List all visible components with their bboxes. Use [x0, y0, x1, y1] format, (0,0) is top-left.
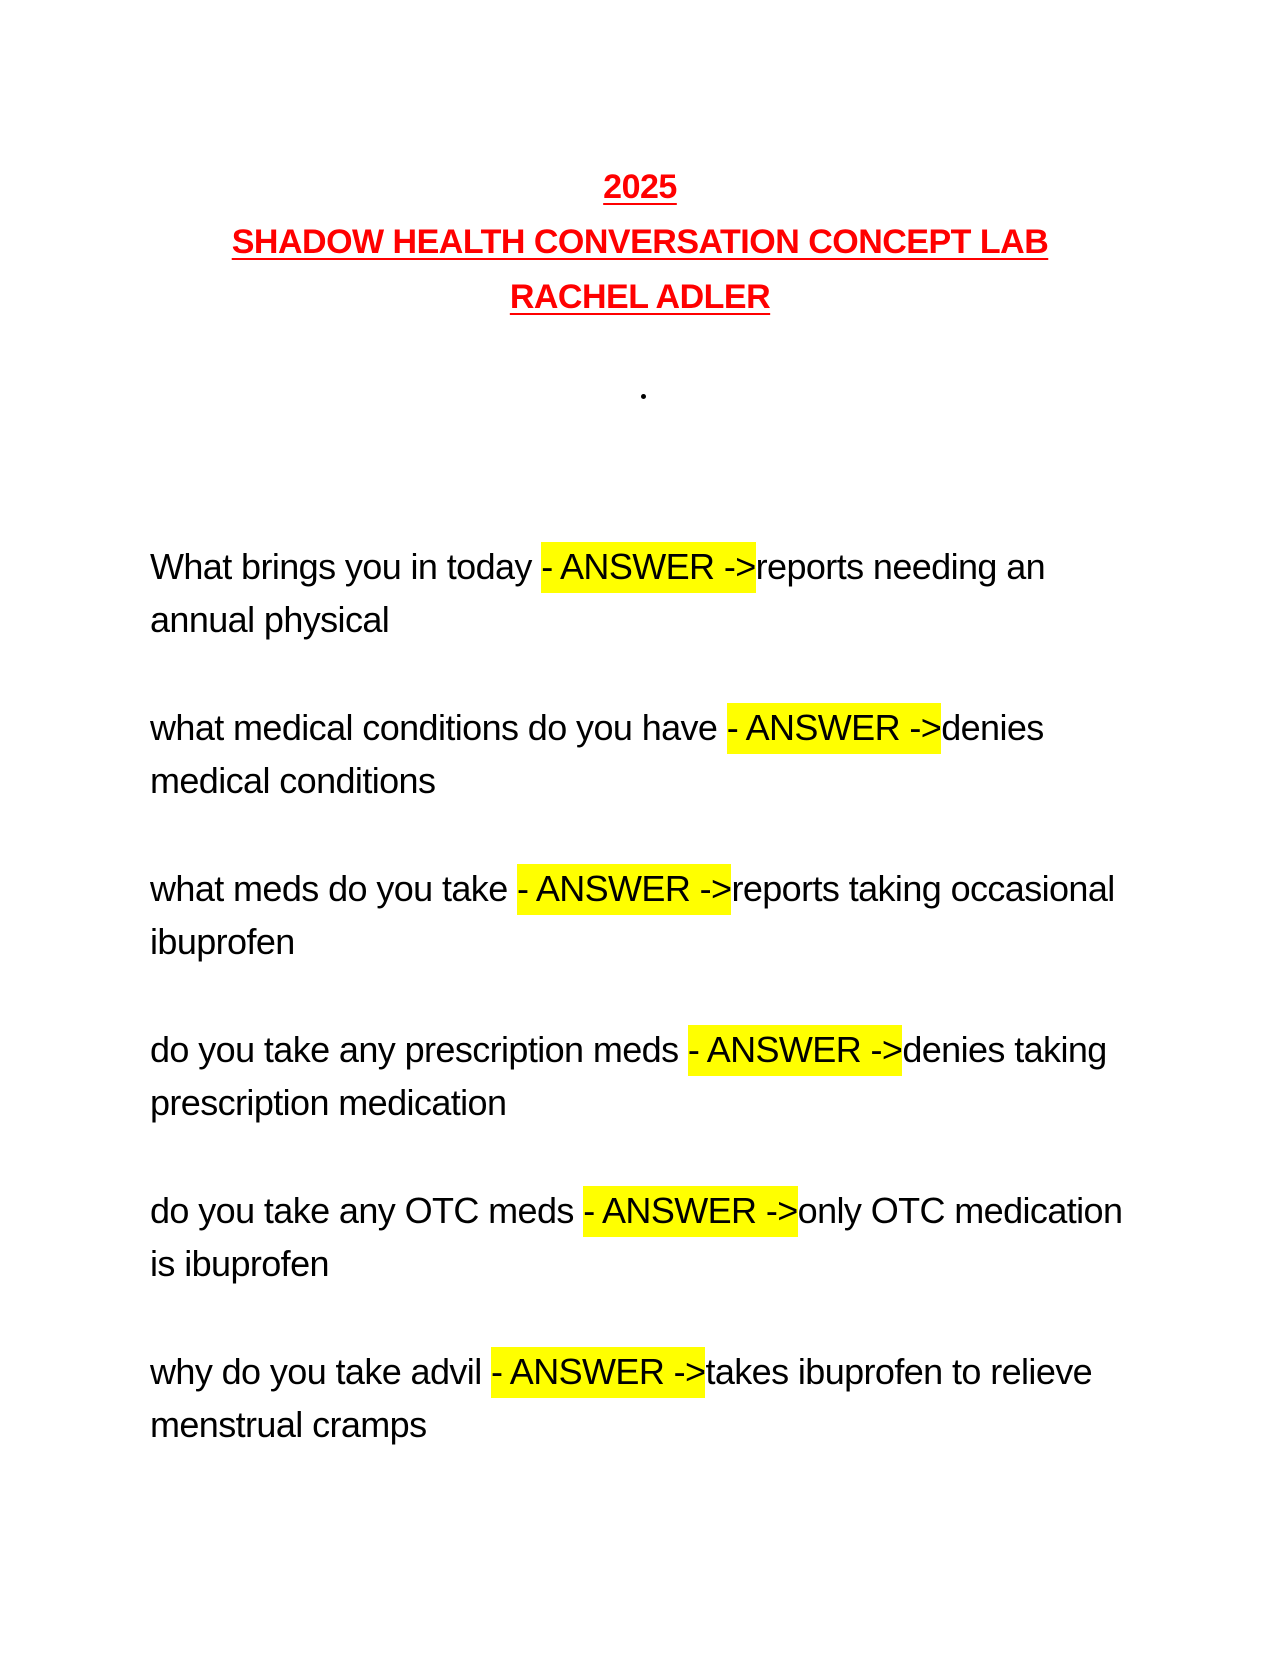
document-header: [0, 160, 1280, 325]
answer-text: denies taking prescription medication: [150, 1029, 1107, 1123]
answer-text: denies medical conditions: [150, 707, 1044, 801]
qa-item: [150, 1345, 1140, 1451]
answer-text: takes ibuprofen to relieve menstrual cramps: [150, 1351, 1093, 1445]
header-title: [0, 215, 1280, 270]
answer-marker: - ANSWER ->: [541, 542, 755, 593]
header-patient-text: RACHEL ADLER: [509, 278, 771, 316]
answer-marker: - ANSWER ->: [517, 864, 731, 915]
qa-item: [150, 1023, 1140, 1129]
question-text: why do you take advil: [150, 1351, 491, 1392]
qa-list: [150, 540, 1140, 1506]
question-text: What brings you in today: [150, 546, 542, 587]
question-text: do you take any prescription meds: [150, 1029, 688, 1070]
question-text: do you take any OTC meds: [150, 1190, 584, 1231]
answer-marker: - ANSWER ->: [491, 1347, 705, 1398]
qa-item: [150, 1184, 1140, 1290]
qa-item: [150, 701, 1140, 807]
answer-text: reports needing an annual physical: [150, 546, 1046, 640]
answer-marker: - ANSWER ->: [583, 1186, 797, 1237]
qa-item: [150, 862, 1140, 968]
header-year-text: 2025: [603, 168, 677, 206]
answer-marker: - ANSWER ->: [727, 703, 941, 754]
answer-marker: - ANSWER ->: [688, 1025, 902, 1076]
question-text: what medical conditions do you have: [150, 707, 727, 748]
header-title-text: SHADOW HEALTH CONVERSATION CONCEPT LAB: [231, 223, 1049, 261]
question-text: what meds do you take: [150, 868, 518, 909]
separator-dot: [641, 394, 646, 399]
qa-item: [150, 540, 1140, 646]
answer-text: only OTC medication is ibuprofen: [150, 1190, 1123, 1284]
answer-text: reports taking occasional ibuprofen: [150, 868, 1115, 962]
header-year: [0, 160, 1280, 215]
header-patient-name: [0, 270, 1280, 325]
